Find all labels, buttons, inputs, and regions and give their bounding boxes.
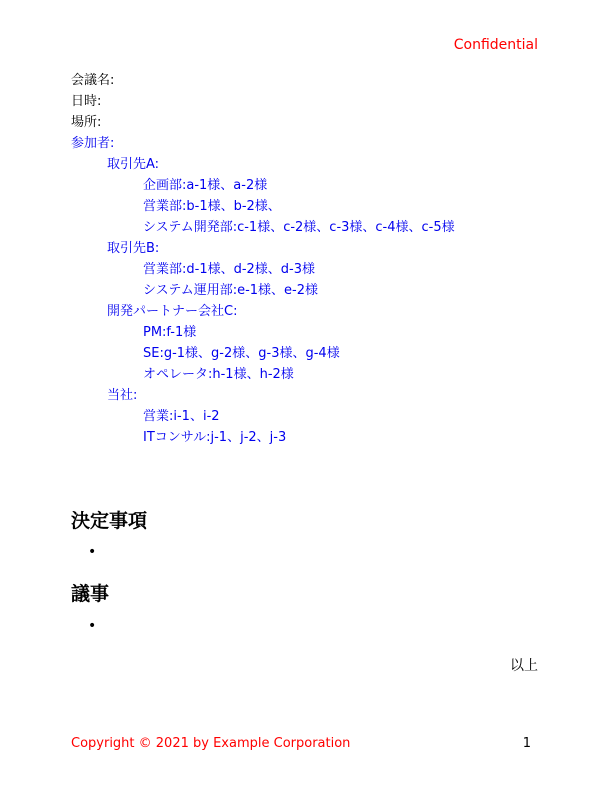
copyright-text: Copyright © 2021 by Example Corporation: [71, 736, 351, 751]
meeting-name-label: 会議名:: [71, 73, 115, 88]
attendees-label: 参加者:: [71, 136, 115, 151]
minutes-heading: 議事: [71, 583, 110, 605]
attendee-line: オペレータ:h-1様、h-2様: [143, 367, 294, 382]
attendee-group-a: 取引先A:: [107, 157, 160, 172]
attendee-line: SE:g-1様、g-2様、g-3様、g-4様: [143, 346, 340, 361]
attendee-line: PM:f-1様: [143, 325, 197, 340]
attendee-group-b: 取引先B:: [107, 241, 160, 256]
attendee-line: 営業:i-1、i-2: [143, 409, 220, 424]
attendee-line: 営業部:b-1様、b-2様、: [143, 199, 281, 214]
attendee-line: システム開発部:c-1様、c-2様、c-3様、c-4様、c-5様: [143, 220, 455, 235]
attendee-line: ITコンサル:j-1、j-2、j-3: [143, 430, 287, 445]
decisions-heading: 決定事項: [71, 510, 148, 532]
meeting-datetime-label: 日時:: [71, 94, 102, 109]
attendee-line: 企画部:a-1様、a-2様: [143, 178, 268, 193]
attendee-group-own: 当社:: [107, 388, 138, 403]
decisions-bullet: •: [88, 544, 97, 560]
minutes-bullet: •: [88, 618, 97, 634]
closing-text: 以上: [510, 658, 538, 674]
attendee-group-c: 開発パートナー会社C:: [107, 304, 238, 319]
confidential-label: Confidential: [453, 37, 538, 53]
attendee-line: システム運用部:e-1様、e-2様: [143, 283, 318, 298]
attendee-line: 営業部:d-1様、d-2様、d-3様: [143, 262, 316, 277]
page-number: 1: [522, 736, 531, 751]
meeting-place-label: 場所:: [71, 115, 102, 130]
